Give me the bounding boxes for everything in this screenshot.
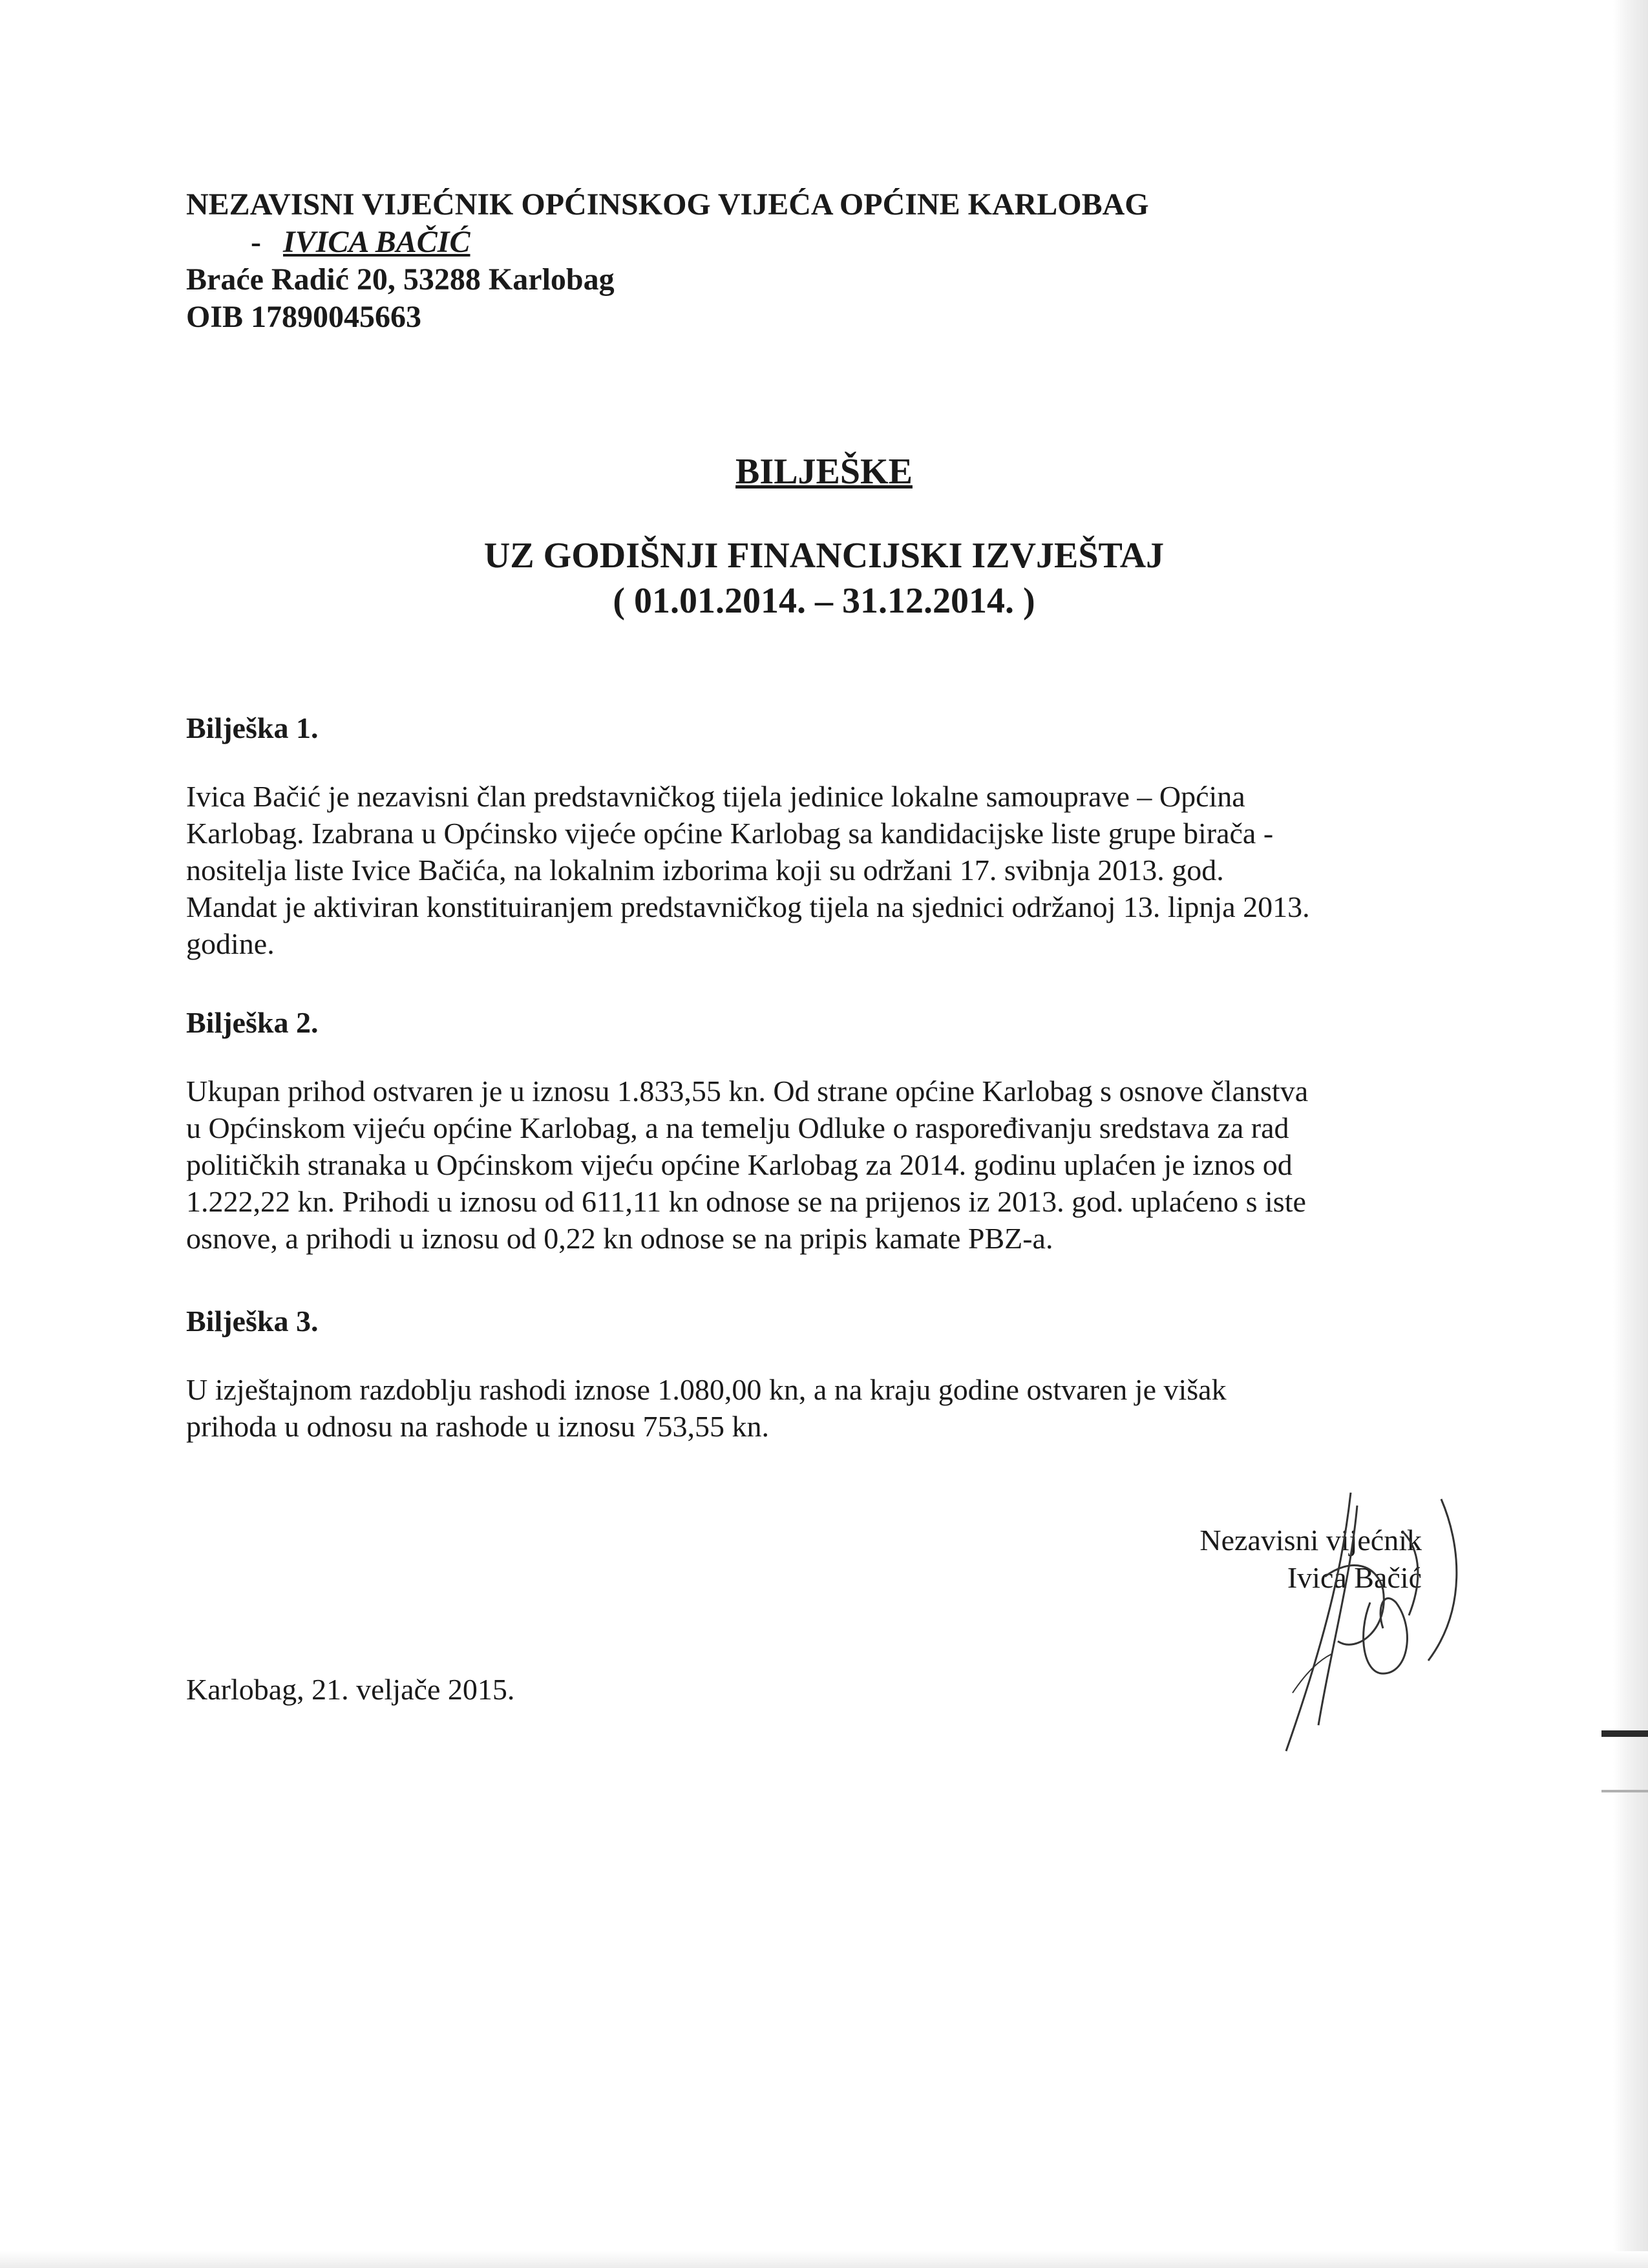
- sender-oib: OIB 17890045663: [186, 300, 422, 334]
- note-1-heading: Bilješka 1.: [186, 711, 319, 744]
- text-line: godine.: [186, 927, 275, 960]
- note-3-heading: Bilješka 3.: [186, 1305, 319, 1338]
- scan-edge-mark: [1601, 1730, 1648, 1737]
- scan-bottom-edge: [0, 2251, 1648, 2268]
- text-line: Ivica Bačić je nezavisni član predstavničkog tijela jedinice lokalne samouprave – Općina: [186, 780, 1245, 813]
- note-2-text: [186, 1073, 1308, 1257]
- text-line: U izještajnom razdoblju rashodi iznose 1.080,00 kn, a na kraju godine ostvaren je višak: [186, 1373, 1227, 1406]
- note-3-text: [186, 1371, 1227, 1445]
- text-line: Mandat je aktiviran konstituiranjem predstavničkog tijela na sjednici održanoj 13. lipnja 2013.: [186, 890, 1310, 923]
- sender-address: Braće Radić 20, 53288 Karlobag: [186, 262, 615, 297]
- document-subtitle: UZ GODIŠNJI FINANCIJSKI IZVJEŠTAJ: [483, 536, 1165, 576]
- signatory-role: Nezavisni vijećnik: [1199, 1524, 1422, 1557]
- text-line: političkih stranaka u Općinskom vijeću općine Karlobag za 2014. godinu uplaćen je iznos od: [186, 1148, 1293, 1181]
- place-and-date: Karlobag, 21. veljače 2015.: [186, 1673, 515, 1706]
- sender-name: IVICA BAČIĆ: [283, 225, 470, 259]
- document-title: BILJEŠKE: [735, 452, 913, 492]
- sender-name-line: [186, 224, 1149, 261]
- handwritten-signature: [1254, 1480, 1474, 1764]
- text-line: 1.222,22 kn. Prihodi u iznosu od 611,11 kn odnose se na prijenos iz 2013. god. uplaćeno s iste: [186, 1185, 1306, 1218]
- sender-header: [186, 186, 1149, 336]
- note-1-text: [186, 778, 1310, 962]
- sender-title: NEZAVISNI VIJEĆNIK OPĆINSKOG VIJEĆA OPĆINE KARLOBAG: [186, 187, 1149, 222]
- scan-edge-mark: [1601, 1790, 1648, 1792]
- signatory-name: Ivica Bačić: [1287, 1561, 1422, 1594]
- text-line: u Općinskom vijeću općine Karlobag, a na temelju Odluke o raspoređivanju sredstava za rad: [186, 1111, 1289, 1144]
- text-line: osnove, a prihodi u iznosu od 0,22 kn odnose se na pripis kamate PBZ-a.: [186, 1222, 1053, 1255]
- text-line: nositelja liste Ivice Bačića, na lokalnim izborima koji su održani 17. svibnja 2013. god.: [186, 854, 1224, 887]
- document-period: ( 01.01.2014. – 31.12.2014. ): [613, 581, 1035, 621]
- scan-edge-shadow: [1613, 0, 1648, 2268]
- text-line: prihoda u odnosu na rashode u iznosu 753,55 kn.: [186, 1410, 769, 1443]
- text-line: Ukupan prihod ostvaren je u iznosu 1.833,55 kn. Od strane općine Karlobag s osnove članstva: [186, 1075, 1309, 1108]
- text-line: Karlobag. Izabrana u Općinsko vijeće općine Karlobag sa kandidacijske liste grupe birača -: [186, 817, 1274, 850]
- dash: -: [251, 225, 261, 259]
- note-2-heading: Bilješka 2.: [186, 1006, 319, 1039]
